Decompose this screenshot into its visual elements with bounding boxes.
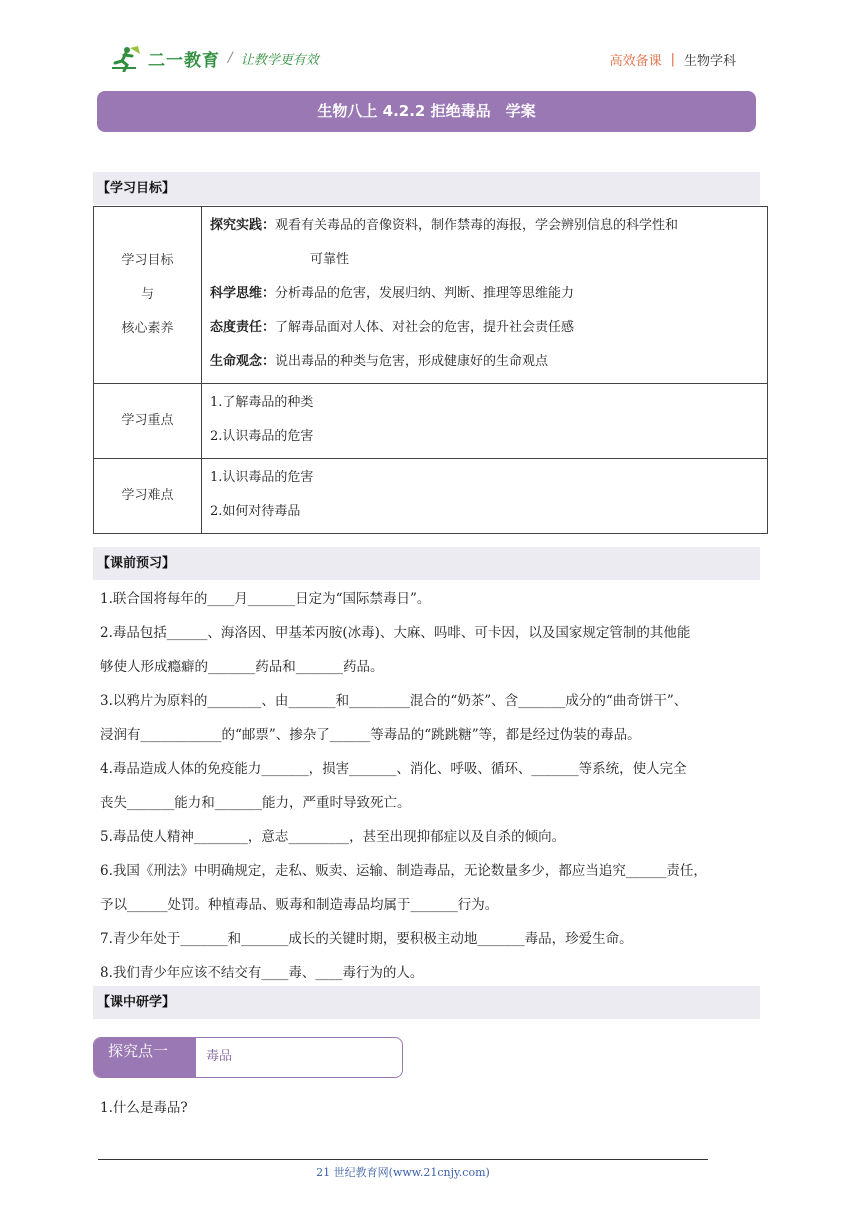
preview-line: 丧失_______能力和_______能力，严重时导致死亡。 [100,795,411,811]
brand-logo [110,44,319,72]
preview-line: 4.毒品造成人体的免疫能力_______，损害_______、消化、呼吸、循环、_______等系统，使人完全 [100,761,687,777]
difficulties-label: 学习难点 [94,459,202,534]
table-row [94,459,768,534]
goals-content-cell [202,207,768,384]
goal-item [210,209,761,243]
preview-line: 予以______处罚。种植毒品、贩毒和制造毒品均属于_______行为。 [100,897,499,913]
runner-icon [110,44,146,72]
goals-table [93,206,768,534]
goal-item-label: 生命观念： [210,354,276,369]
explore-tag: 探究点一 [94,1038,196,1077]
slogan: 让教学更有效 [240,52,319,68]
goal-item-text: 说出毒品的种类与危害，形成健康好的生命观点 [275,354,549,369]
goal-item [210,277,761,311]
goal-item-label: 探究实践： [210,218,276,233]
header-tag: 高效备课 [609,54,662,69]
key-point-item: 2.认识毒品的危害 [210,429,314,444]
preview-line: 7.青少年处于_______和_______成长的关键时期，要积极主动地_______毒品，珍爱生命。 [100,931,633,947]
goal-item [210,243,761,277]
goal-item-label: 态度责任： [210,320,276,335]
section-preview-heading: 【课前预习】 [93,547,760,580]
preview-line: 2.毒品包括______、海洛因、甲基苯丙胺(冰毒)、大麻、吗啡、可卡因，以及国家规定管制的其他能 [100,625,691,641]
table-row [94,207,768,384]
footer-text: 21 世纪教育网(www.21cnjy.com) [316,1166,490,1179]
difficulty-item: 2.如何对待毒品 [210,504,301,519]
goal-item [210,311,761,345]
header-subject-name: 生物学科 [683,54,736,69]
goal-item-text: 了解毒品面对人体、对社会的危害，提升社会责任感 [275,320,575,335]
header-separator: | [670,52,675,67]
goal-item [210,345,761,379]
preview-line: 3.以鸦片为原料的________、由_______和_________混合的“奶茶”、含_______成分的“曲奇饼干”、 [100,693,688,709]
table-row [94,384,768,459]
goals-label-line: 与 [140,287,154,302]
preview-line: 够使人形成瘾癖的_______药品和_______药品。 [100,659,384,675]
explore-point-box [93,1037,403,1078]
header-subject [610,50,736,69]
difficulty-item: 1.认识毒品的危害 [210,470,314,485]
goal-item-text: 可靠性 [310,252,350,267]
difficulties-cell [202,459,768,534]
preview-line: 5.毒品使人精神________，意志_________，甚至出现抑郁症以及自杀的倾向。 [100,829,566,845]
preview-questions [100,582,765,990]
key-point-item: 1.了解毒品的种类 [210,395,314,410]
footer-divider [98,1159,708,1160]
question-text: 1.什么是毒品? [100,1100,188,1116]
preview-line: 1.联合国将每年的____月_______日定为“国际禁毒日”。 [100,591,431,607]
page-header [110,44,750,76]
goal-item-label: 科学思维： [210,286,276,301]
section-goals-heading: 【学习目标】 [93,172,760,205]
key-points-label: 学习重点 [94,384,202,459]
goals-label-line: 核心素养 [121,321,174,336]
goals-label-cell [94,207,202,384]
document-title: 生物八上 4.2.2 拒绝毒品 学案 [97,91,756,132]
section-study-heading: 【课中研学】 [93,986,760,1019]
logo-divider: / [228,50,233,66]
goal-item-text: 分析毒品的危害，发展归纳、判断、推理等思维能力 [275,286,575,301]
explore-topic: 毒品 [206,1049,233,1064]
goal-item-text: 观看有关毒品的音像资料，制作禁毒的海报，学会辨别信息的科学性和 [275,218,679,233]
key-points-cell [202,384,768,459]
preview-line: 6.我国《刑法》中明确规定，走私、贩卖、运输、制造毒品，无论数量多少，都应当追究______责任， [100,863,707,879]
preview-line: 浸润有____________的“邮票”、掺杂了______等毒品的“跳跳糖”等，都是经过伪装的毒品。 [100,727,641,743]
preview-line: 8.我们青少年应该不结交有____毒、____毒行为的人。 [100,965,424,981]
goals-label-line: 学习目标 [121,253,174,268]
logo-text: 二一教育 [148,50,220,71]
